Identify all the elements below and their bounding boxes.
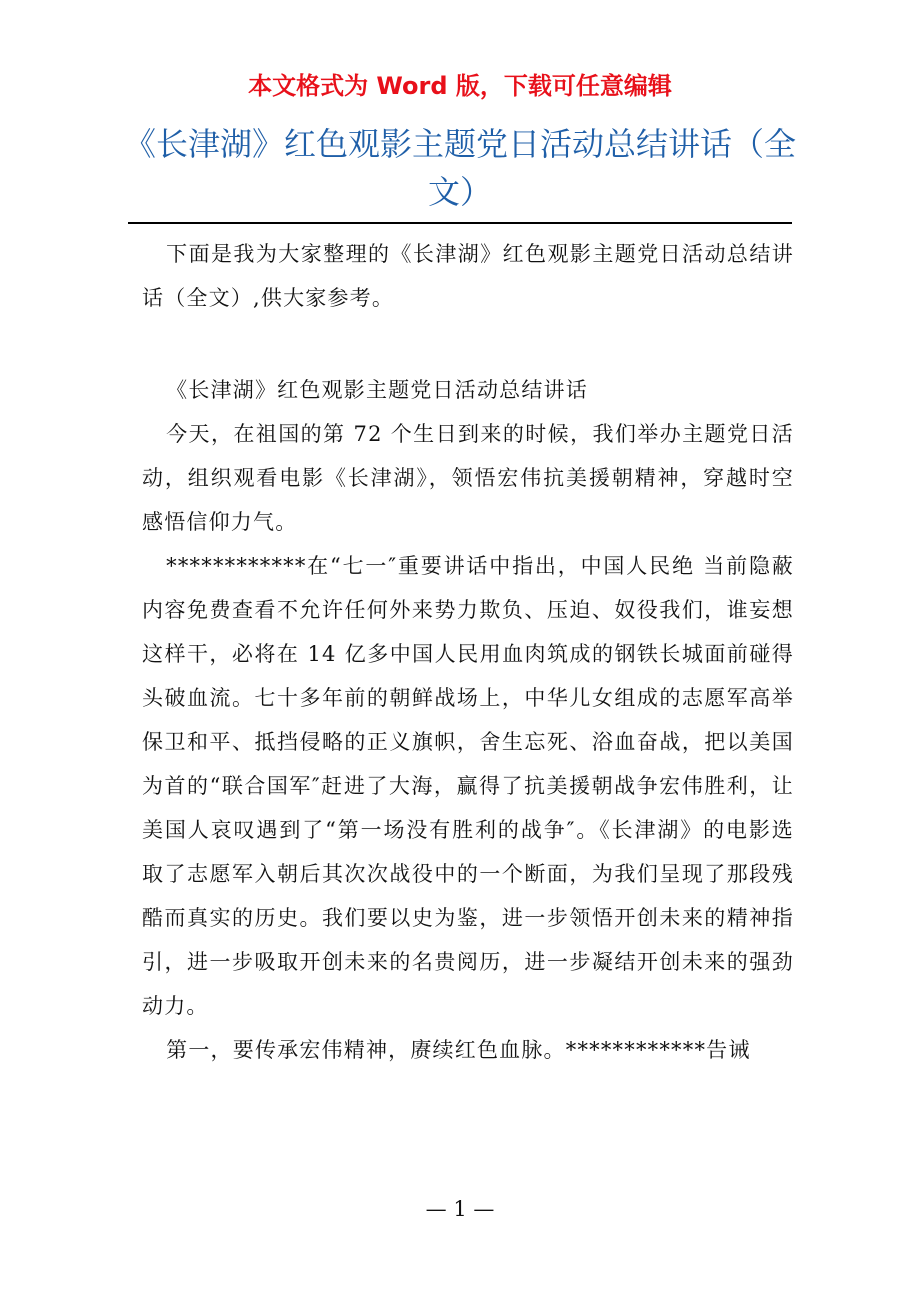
speech-subtitle: 《长津湖》红色观影主题党日活动总结讲话 [166, 378, 588, 402]
page-number: — 1 — [425, 1197, 495, 1221]
document-title: 《长津湖》红色观影主题党日活动总结讲话（全文） [123, 125, 796, 211]
document-body [142, 232, 794, 1072]
body-paragraph: 第一，要传承宏伟精神，赓续红色血脉。************告诫 [166, 1038, 751, 1062]
body-paragraph: 今天，在祖国的第 72 个生日到来的时候，我们举办主题党日活动，组织观看电影《长津湖》，领悟宏伟抗美援朝精神，穿越时空感悟信仰力气。 [142, 422, 794, 534]
intro-paragraph: 下面是我为大家整理的《长津湖》红色观影主题党日活动总结讲话（全文）,供大家参考。 [142, 242, 794, 310]
body-paragraph: ************在“七一″重要讲话中指出，中国人民绝 当前隐蔽内容免费查看不允许任何外来势力欺负、压迫、奴役我们，谁妄想这样干，必将在 14 亿多中国人民用血肉筑成的钢铁长城面前碰得头破血流。七十多年前的朝鲜战场上，中华儿女组成的志愿军高举保卫和平、抵挡侵略的正义旗帜，舍生忘死、浴血奋战，把以美国为首的“联合国军″赶进了大海，赢得了抗美援朝战争宏伟胜利，让美国人哀叹遇到了“第一场没有胜利的战争″。《长津湖》的电影选取了志愿军入朝后其次次战役中的一个断面，为我们呈现了那段残酷而真实的历史。我们要以史为鉴，进一步领悟开创未来的精神指引，进一步吸取开创未来的名贵阅历，进一步凝结开创未来的强劲动力。 [142, 554, 794, 1018]
title-divider [128, 222, 792, 224]
format-notice: 本文格式为 Word 版，下载可任意编辑 [248, 72, 672, 100]
